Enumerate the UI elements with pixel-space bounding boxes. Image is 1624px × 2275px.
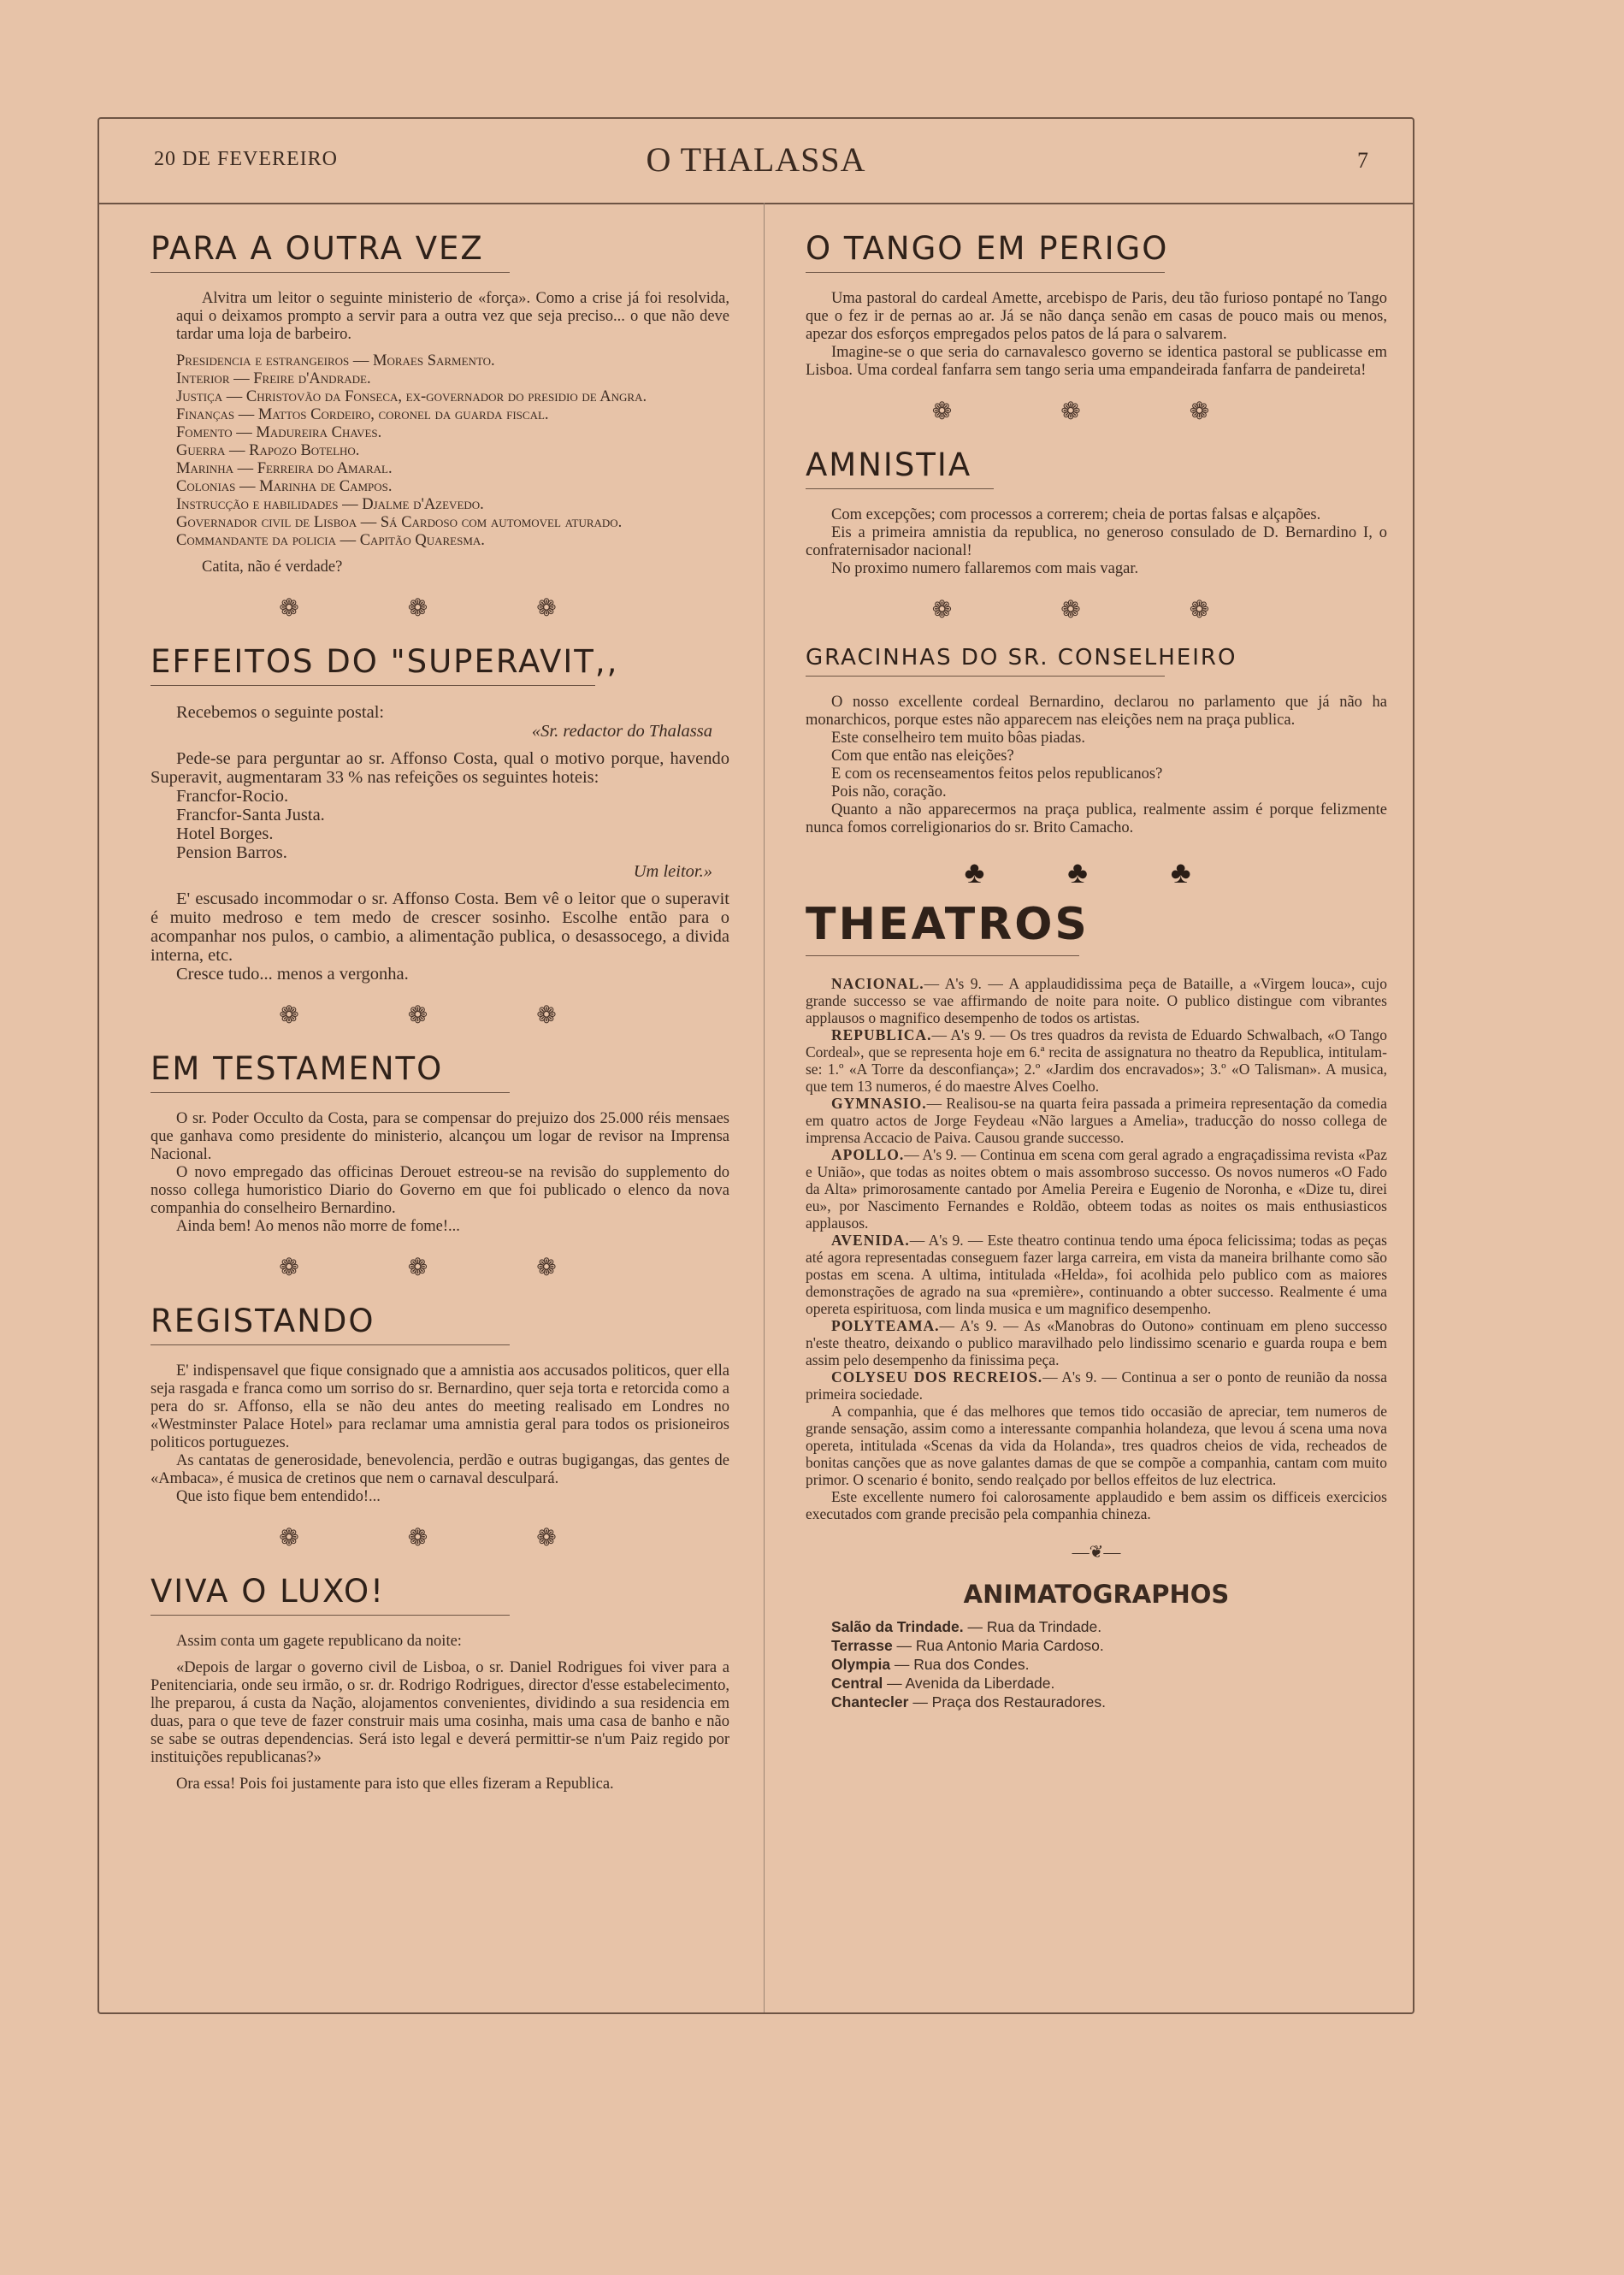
title-rule [151,1344,510,1345]
column-divider [764,203,765,2012]
theatre-entry [806,1232,1387,1317]
article-title: EM TESTAMENTO [151,1050,444,1087]
flower-ornament: ❁ ❁ ❁ [279,1525,608,1551]
cinema-address: — Rua Antonio Maria Cardoso. [892,1637,1104,1654]
cinema-address: — Avenida da Liberdade. [883,1675,1055,1692]
cinema-entry [831,1655,1387,1674]
cabinet-item: Fomento — Madureira Chaves. [176,424,382,441]
article-paragraph: Eis a primeira amnistia da republica, no generoso consulado de D. Bernardino I, o confraternisador nacional! [806,524,1387,559]
flourish-ornament: —❦— [1072,1543,1121,1562]
theatre-name: AVENIDA. [831,1232,910,1249]
article-paragraph: E' escusado incommodar o sr. Affonso Costa. Bem vê o leitor que o superavit é muito medroso e tem medo de crescer sosinho. Escolhe então para o acompanhar nos pulos, o cambio, a alimentação publica, o desassocego, a divida interna, etc. [151,889,729,965]
article-paragraph: Cresce tudo... menos a vergonha. [176,965,409,984]
left-column [151,230,736,1793]
cinema-name: Chantecler [831,1693,909,1711]
cabinet-item: Governador civil de Lisboa — Sá Cardoso com automovel aturado. [176,514,623,531]
right-column [806,230,1387,1711]
article-line: E com os recenseamentos feitos pelos republicanos? [831,765,1163,783]
title-rule [806,488,994,489]
article-title: EFFEITOS DO "SUPERAVIT,, [151,643,619,680]
theatre-name: NACIONAL. [831,975,924,992]
cinema-entry [831,1693,1387,1711]
hotel-item: Pension Barros. [176,843,287,862]
flower-ornament: ❁ ❁ ❁ [279,1002,608,1029]
theatre-entry [806,1368,1387,1403]
cinema-entry [831,1636,1387,1655]
theatre-text: — A's 9. — As «Manobras do Outono» continuam em pleno successo n'este theatro, deixando o publico maravilhado pelo lindissimo scenario e guarda roupa e bem assim pelo desempenho da finissima peça. [806,1317,1387,1368]
article-line: Este conselheiro tem muito bôas piadas. [831,730,1085,747]
article-viva-o-luxo [151,1573,736,1793]
hotel-item: Hotel Borges. [176,824,274,843]
page-number: 7 [1357,148,1368,173]
article-paragraph: Ora essa! Pois foi justamente para isto que elles fizeram a Republica. [176,1776,614,1793]
article-gracinhas-do-sr-conselheiro [806,645,1387,890]
article-line: Pois não, coração. [831,783,947,801]
cinema-entry [831,1674,1387,1693]
article-paragraph: Assim conta um gagete republicano da noite: [176,1633,462,1650]
cabinet-item: Presidencia e estrangeiros — Moraes Sarmento. [176,352,495,369]
article-paragraph: E' indispensavel que fique consignado que a amnistia aos accusados politicos, quer ella seja rasgada e franca como um sorriso do sr. Bernardino, quer seja torta e retorcida como a pera do sr. Affonso, ella se não deu antes do meeting realisado em Londres no «Westminster Palace Hotel» para reclamar uma amnistia geral para todos os prisioneiros politicos portuguezes. [151,1362,729,1451]
masthead [99,119,1413,204]
theatre-name: APOLLO. [831,1146,905,1163]
theatre-text: — A's 9. — Este theatro continua tendo uma época felicissima; todas as peças até agora representadas conseguem fazer larga carreira, em vista da maneira brilhante como são postas em scena. A ultima, intitulada «Helda», foi acolhida pelo publico com as maiores demonstrações de agrado na sua «première», continuando a obter successo. Realmente é uma opereta espirituosa, com linda musica e um magnifico desempenho. [806,1232,1387,1317]
article-animatographos [806,1580,1387,1711]
article-title: GRACINHAS DO SR. CONSELHEIRO [806,645,1237,671]
article-paragraph: O nosso excellente cordeal Bernardino, declarou no parlamento que já não ha monarchicos, porque estes não apparecem nas eleições nem na praça publica. [806,694,1387,729]
theatre-name: COLYSEU DOS RECREIOS. [831,1368,1043,1386]
hotel-item: Francfor-Santa Justa. [176,806,325,824]
title-rule [806,955,1079,956]
flower-ornament: ❁ ❁ ❁ [279,1255,608,1281]
theatre-text: — A's 9. — A applaudidissima peça de Bataille, a «Virgem louca», cujo grande successo se vae affirmando de noite para noite. O publico distingue com vibrantes applausos o magnifico desempenho de todos os artistas. [806,975,1387,1026]
article-paragraph: A companhia, que é das melhores que temos tido occasião de apreciar, tem numeros de grande sensação, assim como a interessante companhia holandeza, que levou á scena uma nova opereta, intitulada «Scenas da vida da Holanda», tres quadros cheios de vida, recheados de bonitas canções que as nove galantes damas de que se compõe a companhia, cantam com muito primor. O scenario é bonito, sendo realçado por bellos effeitos de luz electrica. [806,1403,1387,1488]
page-frame [97,117,1414,2014]
article-paragraph: Com excepções; com processos a correrem; cheia de portas falsas e alçapões. [831,506,1321,523]
article-title: PARA A OUTRA VEZ [151,230,484,267]
article-title: VIVA O LUXO! [151,1573,385,1610]
article-paragraph: Ainda bem! Ao menos não morre de fome!... [176,1218,460,1235]
theatre-entry [806,975,1387,1026]
article-paragraph: Imagine-se o que seria do carnavalesco governo se identica pastoral se publicasse em Lisboa. Uma cordeal fanfarra sem tango seria uma empandeirada fanfarra de pandeireta! [806,344,1387,379]
theatre-entry [806,1146,1387,1232]
article-paragraph: No proximo numero fallaremos com mais vagar. [831,560,1139,577]
article-paragraph: As cantatas de generosidade, benevolencia, perdão e outras bugigangas, das gentes de «Ambaca», é musica de cretinos que nem o carnaval desculpará. [151,1452,729,1487]
article-paragraph: O sr. Poder Occulto da Costa, para se compensar do prejuizo dos 25.000 réis mensaes que ganhava como presidente do ministerio, alcançou um logar de revisor na Imprensa Nacional. [151,1110,729,1163]
theatre-name: GYMNASIO. [831,1095,927,1112]
title-rule [806,272,1165,273]
article-title: AMNISTIA [806,446,972,483]
cabinet-item: Instrucção e habilidades — Djalme d'Azevedo. [176,496,484,513]
cabinet-item: Finanças — Mattos Cordeiro, coronel da guarda fiscal. [176,406,549,423]
flower-ornament: ❁ ❁ ❁ [279,595,608,622]
cinema-name: Central [831,1675,883,1692]
article-o-tango-em-perigo [806,230,1387,426]
cinema-address: — Rua da Trindade. [963,1618,1102,1635]
issue-date: 20 DE FEVEREIRO [154,148,338,170]
article-paragraph: Este excellente numero foi calorosamente applaudido e bem assim os difficeis exercicios executados com grande precisão pela companhia chineza. [806,1488,1387,1522]
article-paragraph: Alvitra um leitor o seguinte ministerio de «força». Como a crise já foi resolvida, aqui o deixamos prompto a servir para a outra vez que seja preciso... o que não deve tardar uma loja de barbeiro. [176,290,729,343]
clubs-ornament: ♣ ♣ ♣ [964,855,1229,889]
article-paragraph: Que isto fique bem entendido!... [176,1488,381,1505]
cinema-entry [831,1617,1387,1636]
cinema-address: — Praça dos Restauradores. [908,1693,1106,1711]
cabinet-item: Colonias — Marinha de Campos. [176,478,393,495]
title-rule [151,685,595,686]
article-paragraph: Recebemos o seguinte postal: [176,703,385,722]
article-theatros [806,899,1387,1563]
flower-ornament: ❁ ❁ ❁ [931,597,1261,623]
flower-ornament: ❁ ❁ ❁ [931,399,1261,425]
theatre-text: — A's 9. — Os tres quadros da revista de Eduardo Schwalbach, «O Tango Cordeal», que se representa hoje em 6.ª recita de assignatura no theatro da Republica, intitulam-se: 1.º «A Torre da desconfiança»; 2.º «Jardim dos encravados»; 3.º «O Talisman». A musica, que tem 13 numeros, é do maestre Alves Coelho. [806,1026,1387,1095]
cinema-name: Terrasse [831,1637,893,1654]
article-title: O TANGO EM PERIGO [806,230,1169,267]
theatre-text: — A's 9. — Continua a ser o ponto de reunião da nossa primeira sociedade. [806,1368,1387,1403]
theatre-name: POLYTEAMA. [831,1317,940,1334]
theatre-name: REPUBLICA. [831,1026,932,1043]
article-registando [151,1303,736,1552]
cinema-name: Salão da Trindade. [831,1618,964,1635]
article-closing: Catita, não é verdade? [202,558,343,576]
article-effeitos-do-superavit [151,643,736,1030]
title-rule [151,272,510,273]
article-paragraph: «Sr. redactor do Thalassa [531,722,712,741]
letter-signature: Um leitor.» [633,862,712,881]
article-para-a-outra-vez [151,230,736,623]
cinema-name: Olympia [831,1656,891,1673]
hotel-item: Francfor-Rocio. [176,787,289,806]
cabinet-item: Marinha — Ferreira do Amaral. [176,460,393,477]
theatre-entry [806,1317,1387,1368]
title-rule [151,1615,510,1616]
newspaper-title: O THALASSA [646,140,866,179]
theatre-entry [806,1095,1387,1146]
title-rule [151,1092,510,1093]
cabinet-item: Interior — Freire d'Andrade. [176,370,371,387]
article-paragraph: O novo empregado das officinas Derouet estreou-se na revisão do supplemento do nosso collega humoristico Diario do Governo em que foi publicado o elenco da nova companhia do conselheiro Bernardino. [151,1164,729,1217]
article-paragraph: Pede-se para perguntar ao sr. Affonso Costa, qual o motivo porque, havendo Superavit, augmentaram 33 % nas refeições os seguintes hoteis: [151,749,729,787]
article-line: Com que então nas eleições? [831,748,1014,765]
cinema-address: — Rua dos Condes. [890,1656,1030,1673]
theatre-text: — A's 9. — Continua em scena com geral agrado a engraçadissima revista «Paz e União», que todas as noites obtem o mais assombroso successo. Os novos numeros «O Fado da Alta» primorosamente cantado por Amelia Pereira e Eugenio de Noronha, e «Dize tu, direi eu», por Nascimento Fernandes e Roldão, obteem todas as noites os mais enthusiasticos applausos. [806,1146,1387,1232]
article-amnistia [806,446,1387,624]
theatre-text: — Realisou-se na quarta feira passada a primeira representação da comedia em quatro actos de Jorge Feydeau «Não largues a Amelia», traducção do nosso collega de imprensa Accacio de Paiva. Causou grande successo. [806,1095,1387,1146]
article-title: REGISTANDO [151,1303,375,1339]
cabinet-item: Justiça — Christovão da Fonseca, ex-governador do presidio de Angra. [176,388,647,405]
article-title: THEATROS [806,899,1090,950]
title-rule [806,676,1165,677]
cabinet-item: Guerra — Rapozo Botelho. [176,442,360,459]
theatre-entry [806,1026,1387,1095]
article-paragraph: «Depois de largar o governo civil de Lisboa, o sr. Daniel Rodrigues foi viver para a Penitenciaria, onde seu irmão, o sr. dr. Rodrigo Rodrigues, director d'esse estabelecimento, lhe preparou, á custa da Nação, alojamentos convenientes, dividindo a sua residencia em duas, para o que teve de fazer construir mais uma cosinha, mais uma casa de banho e não se sabe se outras dependencias. Será isto legal e deverá permittir-se n'um Paiz regido por instituições republicanas?» [151,1659,729,1766]
article-title: ANIMATOGRAPHOS [963,1580,1230,1609]
article-paragraph: Quanto a não apparecermos na praça publica, realmente assim é porque felizmente nunca fomos correligionarios do sr. Brito Camacho. [806,801,1387,836]
article-em-testamento [151,1050,736,1282]
article-paragraph: Uma pastoral do cardeal Amette, arcebispo de Paris, deu tão furioso pontapé no Tango que o fez ir de pernas ao ar. Já se não dança senão em casas de pouco mais ou menos, apezar dos esforços empregados pelos patos de lá para o salvarem. [806,290,1387,343]
cabinet-item: Commandante da policia — Capitão Quaresma. [176,532,485,549]
